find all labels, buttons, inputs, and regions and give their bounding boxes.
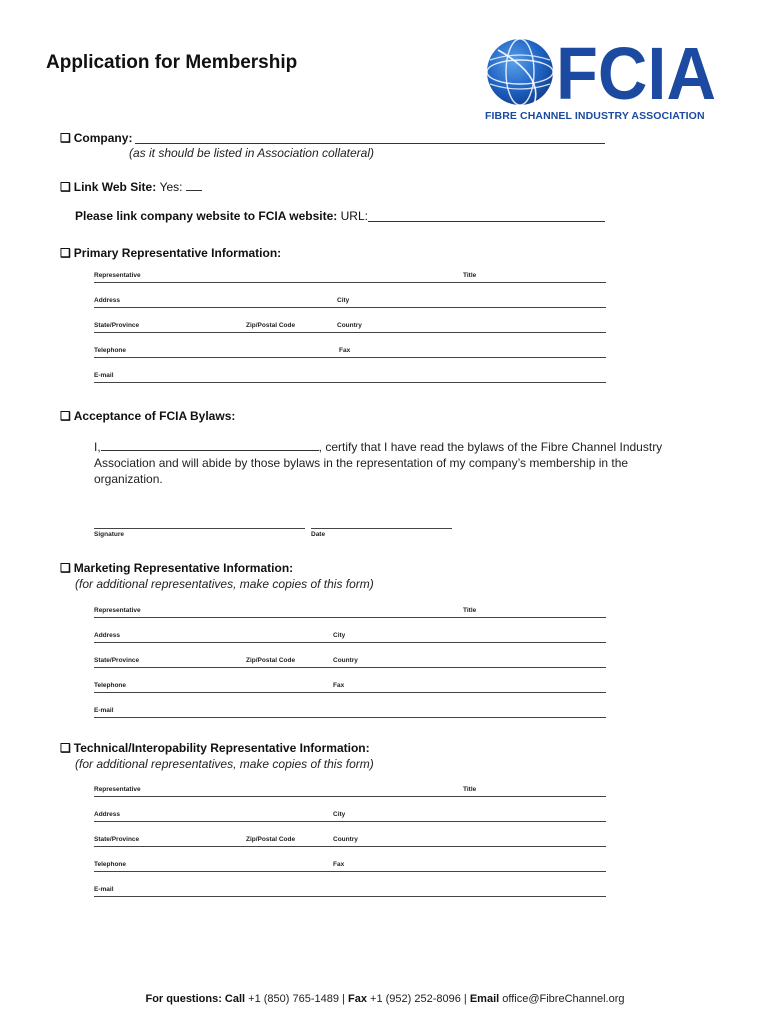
country-label: Country [333, 657, 358, 664]
representative-label: Representative [94, 786, 141, 793]
primary-heading: Primary Representative Information: [73, 246, 282, 260]
marketing-state-row[interactable] [94, 658, 606, 668]
technical-state-row[interactable] [94, 837, 606, 847]
city-label: City [333, 632, 346, 639]
company-label: Company: [73, 131, 133, 145]
bylaws-line2: Association and will abide by those bylaws in the representation of my company’s membership in the [94, 456, 629, 470]
signature-input-line[interactable] [94, 520, 305, 529]
marketing-heading-row [60, 561, 293, 575]
primary-heading-row [60, 246, 281, 260]
primary-telephone-row[interactable] [94, 348, 606, 358]
marketing-telephone-row[interactable] [94, 683, 606, 693]
bylaws-heading-row [60, 409, 235, 423]
country-label: Country [333, 836, 358, 843]
zip-label: Zip/Postal Code [246, 657, 296, 664]
technical-email-row[interactable] [94, 887, 606, 897]
bylaws-prefix: I, [94, 440, 101, 454]
marketing-email-row[interactable] [94, 708, 606, 718]
primary-checkbox[interactable]: ❑ [60, 246, 71, 260]
state-label: State/Province [94, 836, 140, 843]
telephone-label: Telephone [94, 682, 127, 689]
representative-label: Representative [94, 607, 141, 614]
link-yes-input-line[interactable] [186, 179, 202, 191]
bylaws-checkbox[interactable]: ❑ [60, 409, 71, 423]
url-input-line[interactable] [368, 209, 605, 222]
footer-fax: +1 (952) 252-8096 [370, 993, 461, 1005]
link-prompt-label: Please link company website to FCIA website: [75, 209, 338, 223]
marketing-representative-row[interactable] [94, 608, 606, 618]
email-label: E-mail [94, 707, 114, 714]
marketing-note: (for additional representatives, make copies of this form) [75, 577, 374, 591]
link-web-site-checkbox[interactable]: ❑ [60, 180, 71, 194]
state-label: State/Province [94, 657, 140, 664]
footer-email-label: Email [469, 993, 500, 1005]
fcia-wordmark [556, 36, 716, 108]
link-web-site-label: Link Web Site: [73, 180, 157, 194]
primary-representative-row[interactable] [94, 273, 606, 283]
footer-sep1: | [342, 993, 345, 1005]
telephone-label: Telephone [94, 347, 127, 354]
title-label: Title [463, 272, 477, 279]
zip-label: Zip/Postal Code [246, 322, 296, 329]
fax-label: Fax [333, 682, 345, 689]
url-label: URL: [340, 209, 368, 223]
footer-fax-label: Fax [347, 993, 367, 1005]
logo-wordmark-text: FCIA [556, 36, 716, 108]
technical-telephone-row[interactable] [94, 862, 606, 872]
address-label: Address [94, 297, 121, 304]
globe-icon [484, 36, 556, 108]
company-checkbox[interactable]: ❑ [60, 131, 71, 145]
marketing-checkbox[interactable]: ❑ [60, 561, 71, 575]
technical-heading-row [60, 741, 370, 755]
bylaws-line3: organization. [94, 472, 163, 486]
email-label: E-mail [94, 372, 114, 379]
bylaws-statement [94, 439, 674, 487]
signature-label: Signature [94, 531, 124, 538]
date-input-line[interactable] [311, 520, 452, 529]
logo-subtitle: FIBRE CHANNEL INDUSTRY ASSOCIATION [485, 110, 705, 122]
primary-email-row[interactable] [94, 373, 606, 383]
primary-address-row[interactable] [94, 298, 606, 308]
technical-note: (for additional representatives, make copies of this form) [75, 757, 374, 771]
address-label: Address [94, 811, 121, 818]
technical-representative-row[interactable] [94, 787, 606, 797]
marketing-heading: Marketing Representative Information: [73, 561, 294, 575]
country-label: Country [337, 322, 362, 329]
technical-address-row[interactable] [94, 812, 606, 822]
link-web-site-row [60, 179, 202, 194]
technical-heading: Technical/Interopability Representative Information: [73, 741, 370, 755]
email-label: E-mail [94, 886, 114, 893]
primary-state-row[interactable] [94, 323, 606, 333]
link-yes-label: Yes: [159, 180, 183, 194]
address-label: Address [94, 632, 121, 639]
company-row [60, 131, 132, 145]
fcia-logo [484, 36, 718, 128]
representative-label: Representative [94, 272, 141, 279]
date-label: Date [311, 531, 326, 538]
company-note: (as it should be listed in Association collateral) [129, 146, 375, 160]
footer-email-link[interactable]: office@FibreChannel.org [502, 993, 625, 1005]
state-label: State/Province [94, 322, 140, 329]
footer-lead: For questions: Call [145, 993, 246, 1005]
city-label: City [333, 811, 346, 818]
footer-sep2: | [463, 993, 467, 1005]
title-label: Title [463, 607, 477, 614]
company-input-line[interactable] [135, 131, 605, 144]
footer-phone: +1 (850) 765-1489 [248, 993, 339, 1005]
telephone-label: Telephone [94, 861, 127, 868]
marketing-address-row[interactable] [94, 633, 606, 643]
bylaws-name-input-line[interactable] [101, 439, 319, 451]
title-label: Title [463, 786, 477, 793]
fax-label: Fax [333, 861, 345, 868]
fax-label: Fax [339, 347, 351, 354]
footer-contact [0, 993, 770, 1005]
technical-checkbox[interactable]: ❑ [60, 741, 71, 755]
page-title: Application for Membership [46, 52, 298, 73]
bylaws-heading: Acceptance of FCIA Bylaws: [73, 409, 236, 423]
zip-label: Zip/Postal Code [246, 836, 296, 843]
bylaws-line1: , certify that I have read the bylaws of the Fibre Channel Industry [318, 440, 663, 454]
city-label: City [337, 297, 350, 304]
link-prompt-row [75, 209, 368, 223]
